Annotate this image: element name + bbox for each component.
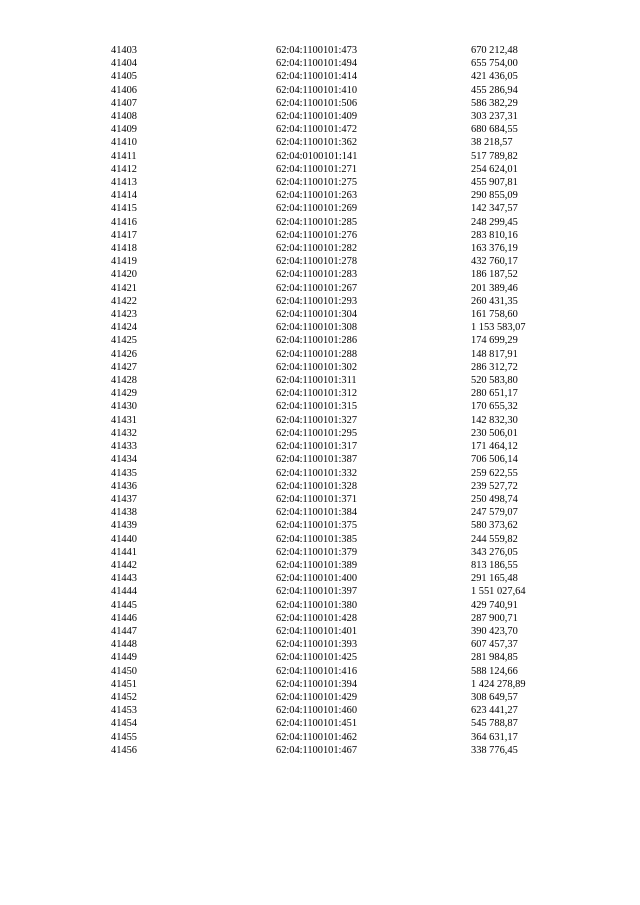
amount-cell: 286 312,72 — [471, 361, 518, 373]
row-number-cell: 41404 — [111, 58, 137, 70]
amount-cell: 283 810,16 — [471, 229, 518, 241]
cadastral-number-cell: 62:04:1100101:393 — [276, 639, 358, 651]
table-row — [0, 361, 640, 374]
cadastral-number-cell: 62:04:1100101:328 — [276, 480, 358, 492]
table-row — [0, 242, 640, 255]
cadastral-number-cell: 62:04:1100101:397 — [276, 586, 358, 598]
cadastral-number-cell: 62:04:1100101:267 — [276, 282, 358, 294]
table-row — [0, 533, 640, 546]
amount-cell: 201 389,46 — [471, 282, 518, 294]
table-row — [0, 136, 640, 149]
row-number-cell: 41428 — [111, 375, 137, 387]
row-number-cell: 41454 — [111, 718, 137, 730]
amount-cell: 239 527,72 — [471, 480, 518, 492]
cadastral-number-cell: 62:04:1100101:401 — [276, 625, 358, 637]
row-number-cell: 41422 — [111, 295, 137, 307]
row-number-cell: 41449 — [111, 652, 137, 664]
amount-cell: 142 832,30 — [471, 414, 518, 426]
cadastral-number-cell: 62:04:1100101:302 — [276, 361, 358, 373]
table-row — [0, 467, 640, 480]
row-number-cell: 41418 — [111, 243, 137, 255]
table-row — [0, 599, 640, 612]
row-number-cell: 41427 — [111, 361, 137, 373]
cadastral-number-cell: 62:04:1100101:288 — [276, 348, 358, 360]
cadastral-number-cell: 62:04:1100101:317 — [276, 441, 358, 453]
row-number-cell: 41453 — [111, 705, 137, 717]
row-number-cell: 41442 — [111, 559, 137, 571]
cadastral-number-cell: 62:04:1100101:269 — [276, 203, 358, 215]
table-row — [0, 57, 640, 70]
table-row — [0, 704, 640, 717]
cadastral-number-cell: 62:04:1100101:332 — [276, 467, 358, 479]
amount-cell: 148 817,91 — [471, 348, 518, 360]
table-row — [0, 559, 640, 572]
amount-cell: 1 424 278,89 — [471, 678, 526, 690]
row-number-cell: 41447 — [111, 625, 137, 637]
cadastral-number-cell: 62:04:1100101:282 — [276, 243, 358, 255]
row-number-cell: 41450 — [111, 665, 137, 677]
row-number-cell: 41407 — [111, 97, 137, 109]
cadastral-number-cell: 62:04:1100101:385 — [276, 533, 358, 545]
cadastral-number-cell: 62:04:1100101:304 — [276, 309, 358, 321]
amount-cell: 170 655,32 — [471, 401, 518, 413]
amount-cell: 432 760,17 — [471, 256, 518, 268]
cadastral-number-cell: 62:04:1100101:263 — [276, 190, 358, 202]
row-number-cell: 41446 — [111, 612, 137, 624]
amount-cell: 1 551 027,64 — [471, 586, 526, 598]
table-row — [0, 110, 640, 123]
row-number-cell: 41419 — [111, 256, 137, 268]
amount-cell: 254 624,01 — [471, 163, 518, 175]
row-number-cell: 41455 — [111, 731, 137, 743]
row-number-cell: 41456 — [111, 744, 137, 756]
table-row — [0, 97, 640, 110]
cadastral-number-cell: 62:04:1100101:379 — [276, 546, 358, 558]
row-number-cell: 41443 — [111, 573, 137, 585]
row-number-cell: 41412 — [111, 163, 137, 175]
table-row — [0, 440, 640, 453]
table-row — [0, 400, 640, 413]
amount-cell: 259 622,55 — [471, 467, 518, 479]
cadastral-number-cell: 62:04:1100101:429 — [276, 691, 358, 703]
row-number-cell: 41409 — [111, 124, 137, 136]
row-number-cell: 41415 — [111, 203, 137, 215]
cadastral-number-cell: 62:04:1100101:276 — [276, 229, 358, 241]
row-number-cell: 41424 — [111, 322, 137, 334]
amount-cell: 670 212,48 — [471, 45, 518, 56]
amount-cell: 281 984,85 — [471, 652, 518, 664]
table-row — [0, 638, 640, 651]
amount-cell: 421 436,05 — [471, 71, 518, 83]
table-row — [0, 348, 640, 361]
table-row — [0, 506, 640, 519]
amount-cell: 280 651,17 — [471, 388, 518, 400]
amount-cell: 680 684,55 — [471, 124, 518, 136]
table-row — [0, 282, 640, 295]
amount-cell: 308 649,57 — [471, 691, 518, 703]
amount-cell: 586 382,29 — [471, 97, 518, 109]
row-number-cell: 41444 — [111, 586, 137, 598]
table-row — [0, 731, 640, 744]
cadastral-number-cell: 62:04:1100101:416 — [276, 665, 358, 677]
cadastral-number-cell: 62:04:1100101:494 — [276, 58, 358, 70]
row-number-cell: 41438 — [111, 507, 137, 519]
cadastral-number-cell: 62:04:1100101:380 — [276, 599, 358, 611]
table-row — [0, 176, 640, 189]
row-number-cell: 41411 — [111, 150, 137, 162]
table-row — [0, 123, 640, 136]
table-row — [0, 374, 640, 387]
table-row — [0, 150, 640, 163]
row-number-cell: 41414 — [111, 190, 137, 202]
row-number-cell: 41445 — [111, 599, 137, 611]
amount-cell: 248 299,45 — [471, 216, 518, 228]
amount-cell: 186 187,52 — [471, 269, 518, 281]
row-number-cell: 41439 — [111, 520, 137, 532]
row-number-cell: 41434 — [111, 454, 137, 466]
cadastral-number-cell: 62:04:1100101:275 — [276, 177, 358, 189]
table-row — [0, 84, 640, 97]
cadastral-number-cell: 62:04:1100101:428 — [276, 612, 358, 624]
cadastral-number-cell: 62:04:1100101:387 — [276, 454, 358, 466]
amount-cell: 520 583,80 — [471, 375, 518, 387]
row-number-cell: 41436 — [111, 480, 137, 492]
row-number-cell: 41425 — [111, 335, 137, 347]
amount-cell: 1 153 583,07 — [471, 322, 526, 334]
cadastral-number-cell: 62:04:1100101:362 — [276, 137, 358, 149]
table-row — [0, 678, 640, 691]
cadastral-number-cell: 62:04:1100101:278 — [276, 256, 358, 268]
amount-cell: 163 376,19 — [471, 243, 518, 255]
cadastral-number-cell: 62:04:0100101:141 — [276, 150, 358, 162]
row-number-cell: 41416 — [111, 216, 137, 228]
amount-cell: 813 186,55 — [471, 559, 518, 571]
row-number-cell: 41408 — [111, 111, 137, 123]
amount-cell: 290 855,09 — [471, 190, 518, 202]
row-number-cell: 41403 — [111, 45, 137, 56]
table-row — [0, 321, 640, 334]
cadastral-number-cell: 62:04:1100101:389 — [276, 559, 358, 571]
table-row — [0, 334, 640, 347]
row-number-cell: 41437 — [111, 493, 137, 505]
cadastral-number-cell: 62:04:1100101:506 — [276, 97, 358, 109]
row-number-cell: 41431 — [111, 414, 137, 426]
table-row — [0, 163, 640, 176]
table-row — [0, 519, 640, 532]
cadastral-number-cell: 62:04:1100101:293 — [276, 295, 358, 307]
amount-cell: 250 498,74 — [471, 493, 518, 505]
table-row — [0, 387, 640, 400]
table-row — [0, 229, 640, 242]
cadastral-number-cell: 62:04:1100101:462 — [276, 731, 358, 743]
cadastral-number-cell: 62:04:1100101:384 — [276, 507, 358, 519]
cadastral-number-cell: 62:04:1100101:451 — [276, 718, 358, 730]
amount-cell: 545 788,87 — [471, 718, 518, 730]
cadastral-number-cell: 62:04:1100101:472 — [276, 124, 358, 136]
row-number-cell: 41426 — [111, 348, 137, 360]
amount-cell: 343 276,05 — [471, 546, 518, 558]
amount-cell: 655 754,00 — [471, 58, 518, 70]
amount-cell: 338 776,45 — [471, 744, 518, 756]
table-row — [0, 427, 640, 440]
table-row — [0, 480, 640, 493]
amount-cell: 364 631,17 — [471, 731, 518, 743]
table-row — [0, 308, 640, 321]
table-row — [0, 651, 640, 664]
cadastral-number-cell: 62:04:1100101:400 — [276, 573, 358, 585]
amount-cell: 706 506,14 — [471, 454, 518, 466]
amount-cell: 517 789,82 — [471, 150, 518, 162]
cadastral-number-cell: 62:04:1100101:327 — [276, 414, 358, 426]
row-number-cell: 41413 — [111, 177, 137, 189]
table-row — [0, 268, 640, 281]
amount-cell: 455 286,94 — [471, 84, 518, 96]
amount-cell: 161 758,60 — [471, 309, 518, 321]
amount-cell: 244 559,82 — [471, 533, 518, 545]
amount-cell: 607 457,37 — [471, 639, 518, 651]
row-number-cell: 41421 — [111, 282, 137, 294]
cadastral-number-cell: 62:04:1100101:295 — [276, 427, 358, 439]
row-number-cell: 41440 — [111, 533, 137, 545]
table-row — [0, 744, 640, 757]
cadastral-number-cell: 62:04:1100101:312 — [276, 388, 358, 400]
row-number-cell: 41433 — [111, 441, 137, 453]
row-number-cell: 41441 — [111, 546, 137, 558]
table-row — [0, 295, 640, 308]
row-number-cell: 41410 — [111, 137, 137, 149]
amount-cell: 455 907,81 — [471, 177, 518, 189]
row-number-cell: 41448 — [111, 639, 137, 651]
row-number-cell: 41430 — [111, 401, 137, 413]
cadastral-number-cell: 62:04:1100101:271 — [276, 163, 358, 175]
amount-cell: 580 373,62 — [471, 520, 518, 532]
amount-cell: 588 124,66 — [471, 665, 518, 677]
amount-cell: 623 441,27 — [471, 705, 518, 717]
table-row — [0, 414, 640, 427]
cadastral-number-cell: 62:04:1100101:308 — [276, 322, 358, 334]
row-number-cell: 41420 — [111, 269, 137, 281]
amount-cell: 171 464,12 — [471, 441, 518, 453]
amount-cell: 429 740,91 — [471, 599, 518, 611]
cadastral-number-cell: 62:04:1100101:285 — [276, 216, 358, 228]
row-number-cell: 41452 — [111, 691, 137, 703]
amount-cell: 390 423,70 — [471, 625, 518, 637]
table-row — [0, 202, 640, 215]
amount-cell: 230 506,01 — [471, 427, 518, 439]
amount-cell: 291 165,48 — [471, 573, 518, 585]
amount-cell: 38 218,57 — [471, 137, 513, 149]
table-row — [0, 70, 640, 83]
table-row — [0, 665, 640, 678]
table-row — [0, 255, 640, 268]
row-number-cell: 41429 — [111, 388, 137, 400]
table-row — [0, 44, 640, 57]
row-number-cell: 41451 — [111, 678, 137, 690]
table-row — [0, 546, 640, 559]
cadastral-number-cell: 62:04:1100101:375 — [276, 520, 358, 532]
record-table — [0, 44, 640, 757]
cadastral-number-cell: 62:04:1100101:460 — [276, 705, 358, 717]
table-row — [0, 572, 640, 585]
amount-cell: 247 579,07 — [471, 507, 518, 519]
table-row — [0, 189, 640, 202]
cadastral-number-cell: 62:04:1100101:410 — [276, 84, 358, 96]
table-row — [0, 717, 640, 730]
row-number-cell: 41435 — [111, 467, 137, 479]
amount-cell: 303 237,31 — [471, 111, 518, 123]
row-number-cell: 41405 — [111, 71, 137, 83]
table-row — [0, 612, 640, 625]
cadastral-number-cell: 62:04:1100101:409 — [276, 111, 358, 123]
table-row — [0, 625, 640, 638]
amount-cell: 260 431,35 — [471, 295, 518, 307]
cadastral-number-cell: 62:04:1100101:467 — [276, 744, 358, 756]
cadastral-number-cell: 62:04:1100101:371 — [276, 493, 358, 505]
table-row — [0, 691, 640, 704]
row-number-cell: 41423 — [111, 309, 137, 321]
row-number-cell: 41406 — [111, 84, 137, 96]
cadastral-number-cell: 62:04:1100101:425 — [276, 652, 358, 664]
cadastral-number-cell: 62:04:1100101:315 — [276, 401, 358, 413]
table-row — [0, 585, 640, 598]
cadastral-number-cell: 62:04:1100101:473 — [276, 45, 358, 56]
amount-cell: 142 347,57 — [471, 203, 518, 215]
cadastral-number-cell: 62:04:1100101:311 — [276, 375, 357, 387]
row-number-cell: 41432 — [111, 427, 137, 439]
table-row — [0, 493, 640, 506]
cadastral-number-cell: 62:04:1100101:414 — [276, 71, 358, 83]
amount-cell: 287 900,71 — [471, 612, 518, 624]
cadastral-number-cell: 62:04:1100101:286 — [276, 335, 358, 347]
cadastral-number-cell: 62:04:1100101:283 — [276, 269, 358, 281]
amount-cell: 174 699,29 — [471, 335, 518, 347]
table-row — [0, 216, 640, 229]
table-row — [0, 453, 640, 466]
row-number-cell: 41417 — [111, 229, 137, 241]
cadastral-number-cell: 62:04:1100101:394 — [276, 678, 358, 690]
